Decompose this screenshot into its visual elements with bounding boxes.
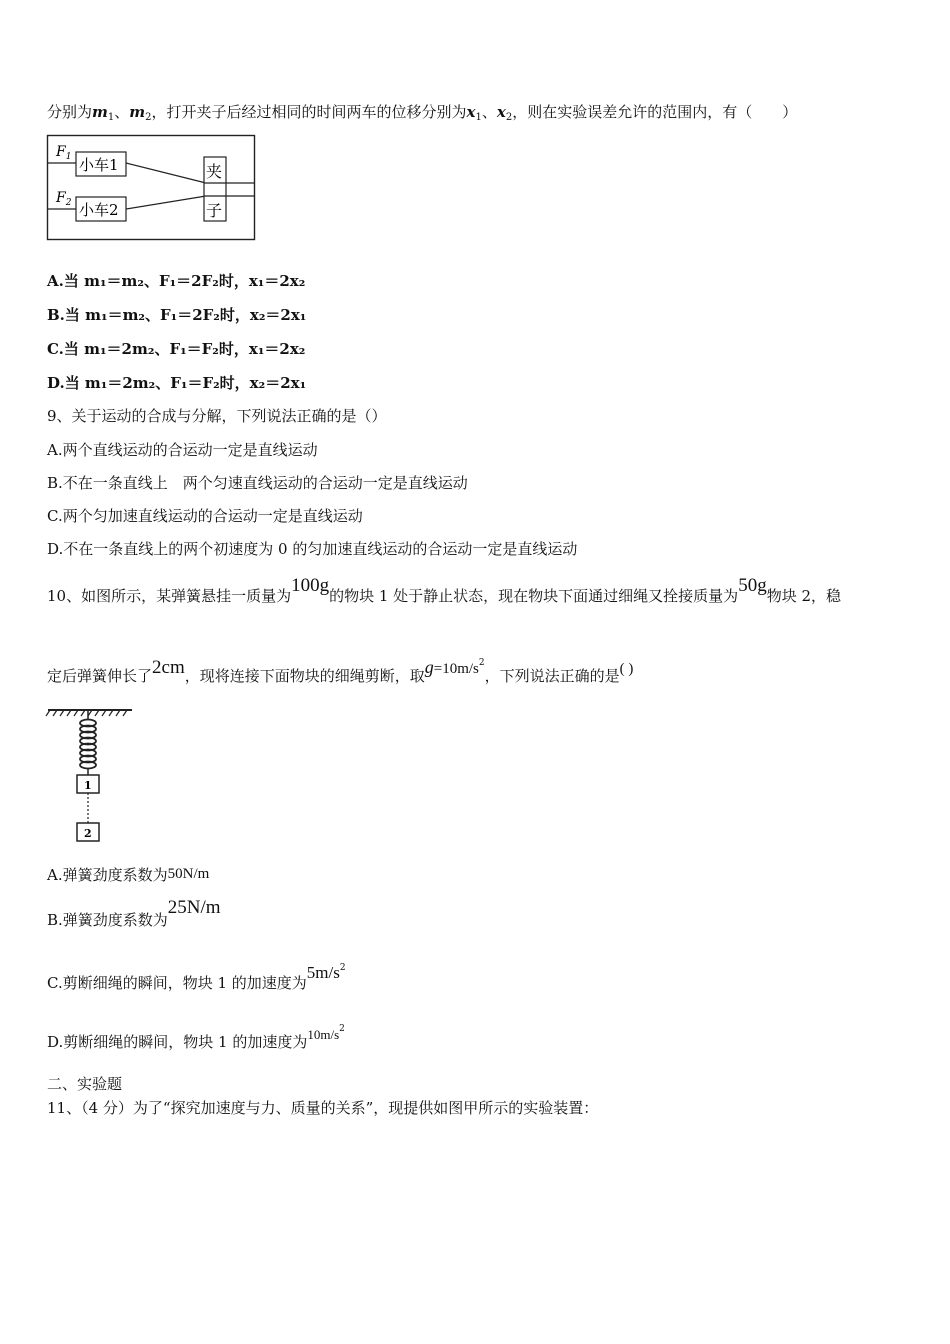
q8-option-b: B.当 m₁＝m₂、F₁＝2F₂时，x₂＝2x₁ <box>47 306 307 324</box>
cart-2-label: 小车2 <box>79 201 119 219</box>
g-value: =10m/s <box>433 661 479 677</box>
spring-coil <box>80 720 96 769</box>
f2-label: $F_2$ <box>56 190 72 208</box>
mass2: 50g <box>738 575 767 596</box>
q10-stem-line1: 10、如图所示，某弹簧悬挂一质量为100g的物块 1 处于静止状态，现在物块下面通过细绳又拴接质量为50g物块 2，稳 <box>47 575 841 605</box>
extension: 2cm <box>152 657 185 678</box>
clip-top-char: 夹 <box>206 162 223 181</box>
g-symbol: g <box>424 657 434 677</box>
q8-option-d: D.当 m₁＝2m₂、F₁＝F₂时，x₂＝2x₁ <box>47 374 307 392</box>
q10-option-d: D.剪断细绳的瞬间，物块 1 的加速度为$10m/s^2$ <box>47 1024 345 1051</box>
q9-stem: 9、关于运动的合成与分解，下列说法正确的是（） <box>47 407 387 425</box>
spring-figure <box>44 704 140 846</box>
cart-1-label: 小车1 <box>79 156 119 174</box>
block-2-label: 2 <box>84 827 92 840</box>
q8-option-c: C.当 m₁＝2m₂、F₁＝F₂时，x₁＝2x₂ <box>47 340 306 358</box>
block-1-label: 1 <box>84 779 92 792</box>
clip-bottom-char: 子 <box>206 201 223 220</box>
q9-option-a: A.两个直线运动的合运动一定是直线运动 <box>47 441 318 459</box>
q9-option-c: C.两个匀加速直线运动的合运动一定是直线运动 <box>47 507 363 525</box>
q10-stem-line2: 定后弹簧伸长了2cm，现将连接下面物块的细绳剪断，取$g=10m/s^2$，下列说法正确的是( ) <box>47 657 634 685</box>
q10-option-a: A.弹簧劲度系数为50N/m <box>47 866 210 884</box>
section-heading: 二、实验题 <box>47 1075 123 1093</box>
q9-option-d: D.不在一条直线上的两个初速度为 0 的匀加速直线运动的合运动一定是直线运动 <box>47 540 578 558</box>
q9-option-b: B.不在一条直线上 两个匀速直线运动的合运动一定是直线运动 <box>47 474 468 492</box>
q8-intro: 分别为$m_1$、$m_2$，打开夹子后经过相同的时间两车的位移分别为$x_1$、$x_2$，则在实验误差允许的范围内，有（ ） <box>47 103 798 123</box>
mass1: 100g <box>291 575 330 596</box>
q10-option-c: C.剪断细绳的瞬间，物块 1 的加速度为$5m/s^2$ <box>47 963 346 992</box>
f1-label: $F_1$ <box>56 144 72 162</box>
two-cart-figure <box>46 134 258 244</box>
q10-option-b: B.弹簧劲度系数为25N/m <box>47 897 221 929</box>
q11-stem: 11、（4 分）为了“探究加速度与力、质量的关系”，现提供如图甲所示的实验装置： <box>47 1099 599 1117</box>
q8-option-a: A.当 m₁＝m₂、F₁＝2F₂时，x₁＝2x₂ <box>47 272 306 290</box>
